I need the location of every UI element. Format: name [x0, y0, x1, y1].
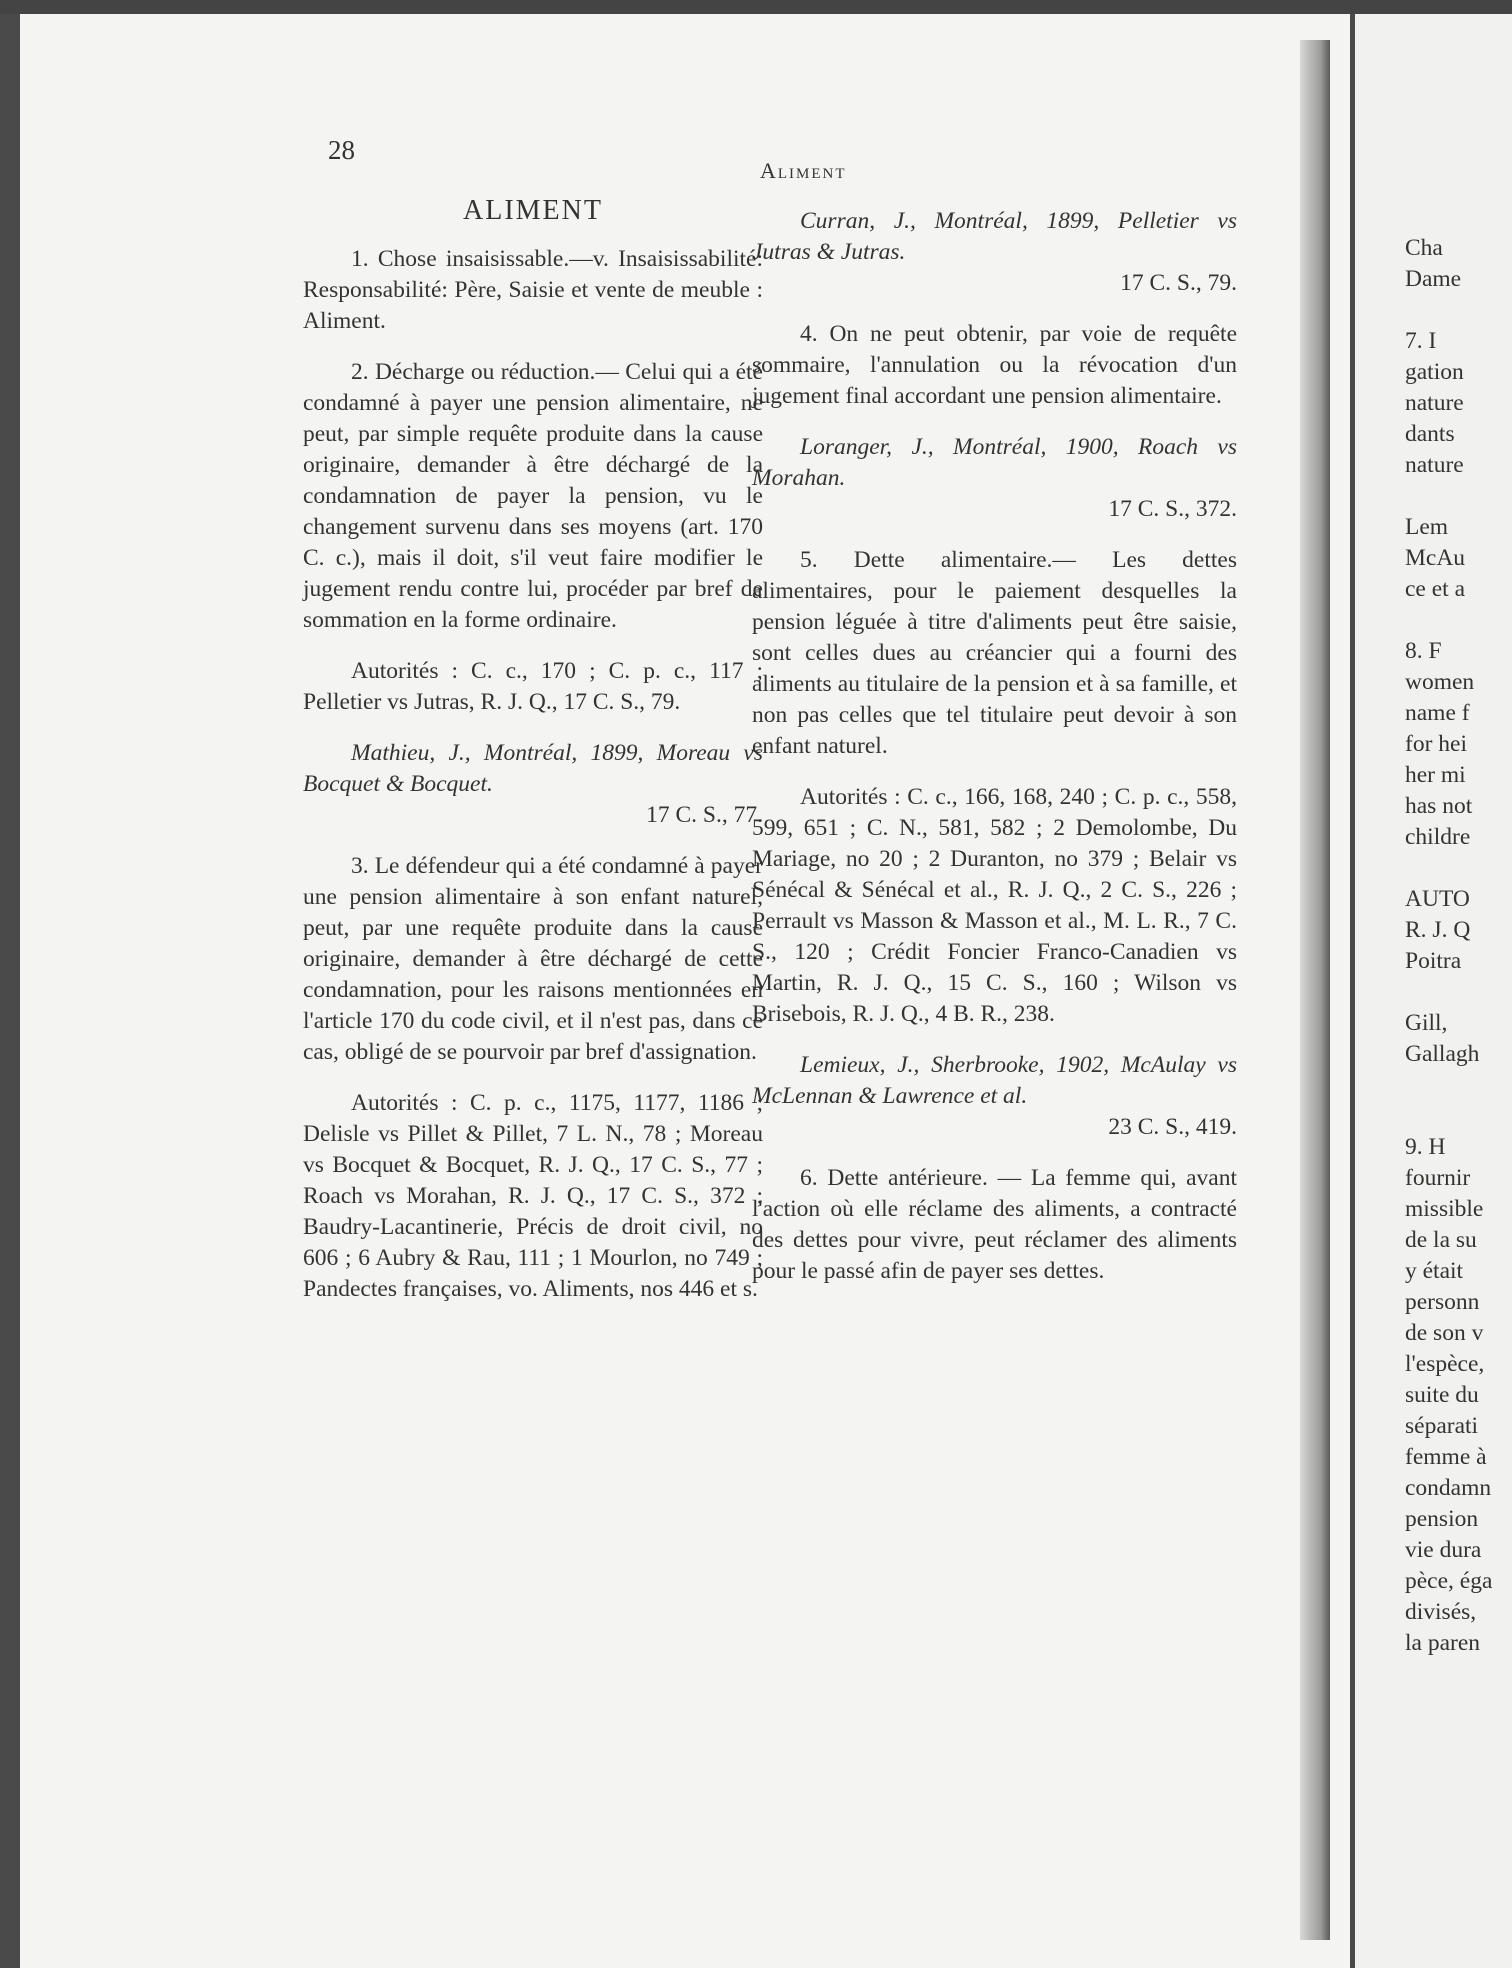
- paragraph-4: 4. On ne peut obtenir, par voie de requête sommaire, l'annulation ou la révocation d'un jugement final accordant une pension alimentaire.: [752, 321, 1237, 409]
- facing-page-line: divisés,: [1405, 1599, 1477, 1625]
- paragraph-2: 2. Décharge ou réduction.— Celui qui a été condamné à payer une pension alimentaire, ne peut, par simple requête produite dans la cause originaire, demander à être déchargé de la condamnation de payer la pension, vu le changement survenu dans ses moyens (art. 170 C. c.), mais il doit, s'il veut faire modifier le jugement rendu contre lui, procéder par bref de sommation en la forme ordinaire.: [303, 359, 763, 633]
- facing-page-line: vie dura: [1405, 1537, 1482, 1563]
- facing-page-line: Gill,: [1405, 1010, 1448, 1036]
- facing-page-line: personn: [1405, 1289, 1480, 1315]
- facing-page-line: pension: [1405, 1506, 1479, 1532]
- facing-page-line: séparati: [1405, 1413, 1479, 1439]
- facing-page-line: [1405, 605, 1512, 636]
- authorities-3: Autorités : C. p. c., 1175, 1177, 1186 ; Delisle vs Pillet & Pillet, 7 L. N., 78 ; Moreau vs Bocquet & Bocquet, R. J. Q., 17 C. S., 77 ; Roach vs Morahan, R. J. Q., 17 C. S., 372 ; Baudry-Lacantinerie, Précis de droit civil, no 606 ; 6 Aubry & Rau, 111 ; 1 Mourlon, no 749 ; Pandectes françaises, vo. Aliments, nos 446 et s.: [303, 1090, 763, 1302]
- authorities-2: Autorités : C. c., 170 ; C. p. c., 117 ; Pelletier vs Jutras, R. J. Q., 17 C. S., 79.: [303, 658, 763, 715]
- facing-page-line: childre: [1405, 824, 1471, 850]
- facing-page-line: Cha: [1405, 235, 1443, 261]
- facing-page-line: AUTO: [1405, 886, 1470, 912]
- middle-column: [752, 206, 1237, 1307]
- reference-4: 17 C. S., 372.: [1108, 496, 1237, 522]
- facing-page-line: ce et a: [1405, 576, 1466, 602]
- facing-page-line: her mi: [1405, 762, 1466, 788]
- facing-page-line: la paren: [1405, 1630, 1481, 1656]
- facing-page-line: women: [1405, 669, 1475, 695]
- facing-page-line: 9. H: [1405, 1134, 1446, 1160]
- paragraph-1: 1. Chose insaisissable.—v. Insaisissabilité: Responsabilité: Père, Saisie et vente de meuble : Aliment.: [303, 246, 763, 334]
- facing-page-line: 7. I: [1405, 328, 1437, 354]
- paragraph-5: 5. Dette alimentaire.— Les dettes alimentaires, pour le paiement desquelles la pension léguée à titre d'aliments peut être saisie, sont celles dues au créancier qui a fourni des aliments au titulaire de la pension et à sa famille, et non pas celles que tel titulaire peut devoir à son enfant naturel.: [752, 547, 1237, 759]
- facing-page-line: y était: [1405, 1258, 1464, 1284]
- facing-page-line: nature: [1405, 390, 1464, 416]
- running-head: Aliment: [760, 158, 847, 183]
- scan-border: [0, 0, 1512, 14]
- page-number: 28: [328, 135, 355, 165]
- facing-page-line: gation: [1405, 359, 1464, 385]
- facing-page-line: [1405, 1101, 1512, 1132]
- reference-2: 17 C. S., 77.: [646, 802, 763, 828]
- facing-page-line: femme à: [1405, 1444, 1487, 1470]
- judgment-2: Mathieu, J., Montréal, 1899, Moreau vs Bocquet & Bocquet.: [303, 740, 763, 797]
- facing-page-line: [1405, 295, 1512, 326]
- reference-1: 17 C. S., 79.: [1120, 270, 1237, 296]
- judgment-4: Loranger, J., Montréal, 1900, Roach vs Morahan.: [752, 434, 1237, 491]
- facing-page-line: condamn: [1405, 1475, 1492, 1501]
- facing-page-line: [1405, 1070, 1512, 1101]
- facing-page-line: Gallagh: [1405, 1041, 1480, 1067]
- paragraph-3: 3. Le défendeur qui a été condamné à payer une pension alimentaire à son enfant naturel, peut, par une requête produite dans la cause originaire, demander à être déchargé de cette condamnation, pour les raisons mentionnées en l'article 170 du code civil, et il n'est pas, dans ce cas, obligé de se pourvoir par bref d'assignation.: [303, 853, 763, 1065]
- facing-page-line: l'espèce,: [1405, 1351, 1485, 1377]
- facing-page-line: Dame: [1405, 266, 1462, 292]
- judgment-1: Curran, J., Montréal, 1899, Pelletier vs Jutras & Jutras.: [752, 208, 1237, 265]
- paragraph-6: 6. Dette antérieure. — La femme qui, avant l'action où elle réclame des aliments, a contracté des dettes pour vivre, peut réclamer des aliments pour le passé afin de payer ses dettes.: [752, 1165, 1237, 1284]
- facing-page-line: fournir: [1405, 1165, 1471, 1191]
- facing-page-line: has not: [1405, 793, 1473, 819]
- facing-page-line: McAu: [1405, 545, 1466, 571]
- authorities-5: Autorités : C. c., 166, 168, 240 ; C. p. c., 558, 599, 651 ; C. N., 581, 582 ; 2 Demolombe, Du Mariage, no 20 ; 2 Duranton, no 379 ; Belair vs Sénécal & Sénécal et al., R. J. Q., 2 C. S., 226 ; Perrault vs Masson & Masson et al., M. L. R., 7 C. S., 120 ; Crédit Foncier Franco-Canadien vs Martin, R. J. Q., 15 C. S., 160 ; Wilson vs Brisebois, R. J. Q., 4 B. R., 238.: [752, 784, 1237, 1027]
- facing-page-line: 8. F: [1405, 638, 1442, 664]
- facing-page-line: de la su: [1405, 1227, 1477, 1253]
- section-heading: ALIMENT: [463, 195, 603, 226]
- judgment-5: Lemieux, J., Sherbrooke, 1902, McAulay vs McLennan & Lawrence et al.: [752, 1052, 1237, 1109]
- facing-page-text: [1405, 233, 1512, 1659]
- reference-5: 23 C. S., 419.: [1108, 1114, 1237, 1140]
- facing-page-line: [1405, 853, 1512, 884]
- facing-page-line: [1405, 977, 1512, 1008]
- facing-page-line: dants: [1405, 421, 1455, 447]
- facing-page-line: Lem: [1405, 514, 1449, 540]
- facing-page-line: R. J. Q: [1405, 917, 1471, 943]
- facing-page-line: de son v: [1405, 1320, 1484, 1346]
- page-gutter-shadow: [1300, 40, 1330, 1940]
- facing-page-line: Poitra: [1405, 948, 1462, 974]
- facing-page-line: for hei: [1405, 731, 1467, 757]
- facing-page-line: pèce, éga: [1405, 1568, 1493, 1594]
- facing-page-line: missible: [1405, 1196, 1484, 1222]
- left-column: [303, 195, 763, 1325]
- facing-page-line: nature: [1405, 452, 1464, 478]
- facing-page-line: [1405, 481, 1512, 512]
- facing-page-line: suite du: [1405, 1382, 1479, 1408]
- facing-page-line: name f: [1405, 700, 1470, 726]
